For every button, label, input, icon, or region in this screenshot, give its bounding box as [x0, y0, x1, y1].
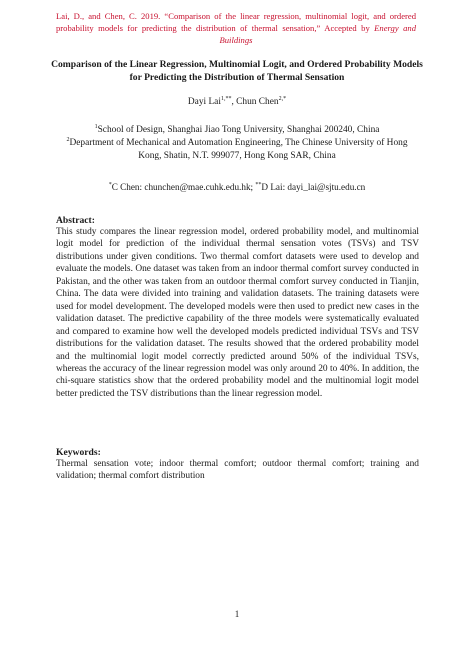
author-name: Chun Chen	[236, 97, 279, 107]
affiliation	[56, 124, 418, 137]
email-text: C Chen: chunchen@mae.cuhk.edu.hk;	[111, 182, 256, 192]
affiliation-text: Department of Mechanical and Automation Engineering, The Chinese University of Hong Kong, Shatin, N.T. 999077, Hong Kong SAR, China	[69, 138, 408, 161]
corresponding-emails	[50, 181, 424, 194]
email-text: D Lai: dayi_lai@sjtu.edu.cn	[261, 182, 366, 192]
affiliation-superscript: 1	[94, 124, 98, 130]
abstract-heading: Abstract:	[56, 215, 95, 226]
keywords-body: Thermal sensation vote; indoor thermal comfort; outdoor thermal comfort; training and validation; thermal comfort distribution	[56, 459, 419, 482]
author-separator: ,	[231, 97, 237, 107]
author-list	[50, 96, 424, 109]
citation-journal: Energy and Buildings	[219, 23, 416, 46]
keywords-heading: Keywords:	[56, 447, 101, 458]
author-name: Dayi Lai	[187, 97, 221, 107]
email-superscript: **	[255, 182, 262, 188]
citation-text: Lai, D., and Chen, C. 2019. “Comparison of the linear regression, multinomial logit, and ordered probability models for predicting the distribution of thermal sensation,” Accepted by	[56, 11, 416, 34]
author-superscript: 1,**	[220, 96, 232, 102]
affiliation-text: School of Design, Shanghai Jiao Tong University, Shanghai 200240, China	[97, 125, 380, 135]
affiliation-superscript: 2	[66, 137, 70, 143]
paper-title: Comparison of the Linear Regression, Multinomial Logit, and Ordered Probability Models for Predicting the Distribution of Thermal Sensation	[51, 59, 423, 84]
citation-header	[56, 10, 416, 47]
email-superscript: *	[108, 182, 112, 188]
abstract-body: This study compares the linear regression model, ordered probability model, and multinomial logit model for prediction of the individual thermal sensation votes (TSVs) and TSV distributions under given conditions. Two thermal comfort datasets were used to develop and evaluate the models. One dataset was taken from an indoor thermal comfort survey conducted in Pakistan, and the other was taken from an outdoor thermal comfort survey conducted in Tianjin, China. The data were divided into training and validation datasets. The training datasets were used for model development. The developed models were then used to predict new cases in the validation dataset. The predictive capability of the three models were systematically evaluated and compared to examine how well the developed models predicted individual TSVs and TSV distributions for the validation dataset. The results showed that the ordered probability model and the multinomial logit model correctly predicted around 50% of the individual TSVs, whereas the accuracy of the linear regression model was only around 20 to 40%. In addition, the chi-square statistics show that the ordered probability model and the multinomial logit model better predicted the TSV distributions than the linear regression model.	[56, 227, 419, 399]
affiliation	[56, 137, 418, 162]
page-number: 1	[234, 609, 240, 619]
author-superscript: 2,*	[278, 96, 287, 102]
